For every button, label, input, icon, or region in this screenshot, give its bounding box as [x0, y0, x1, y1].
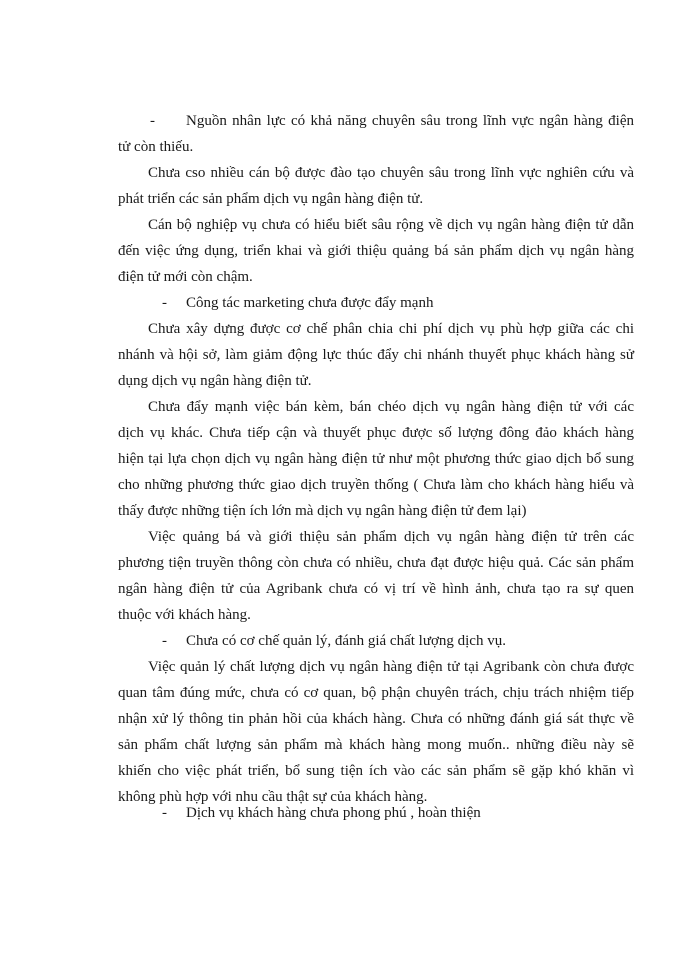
text-line: khiến cho việc phát triển, bổ sung tiện ích vào các sản phẩm sẽ gặp khó khăn vì [118, 763, 634, 779]
text-line: sản phẩm chất lượng sản phẩm mà khách hàng mong muốn.. những điều này sẽ [118, 737, 634, 753]
text-line: đến việc ứng dụng, triển khai và giới thiệu quảng bá sản phẩm dịch vụ ngân hàng [118, 243, 634, 259]
text-line: nhánh và hội sở, làm giảm động lực thúc đẩy chi nhánh thuyết phục khách hàng sử [118, 347, 634, 363]
text-line: quan tâm đúng mức, chưa có cơ quan, bộ phận chuyên trách, chịu trách nhiệm tiếp [118, 685, 634, 701]
text-line: phát triển các sản phẩm dịch vụ ngân hàng điện tử. [118, 191, 424, 207]
text-line: phương tiện truyền thông còn chưa có nhiều, chưa đạt được hiệu quả. Các sản phẩm [118, 555, 634, 571]
text-line: cho những phương thức giao dịch truyền thống ( Chưa làm cho khách hàng hiểu và [118, 477, 634, 493]
text-line: dụng dịch vụ ngân hàng điện tử. [118, 373, 312, 389]
text-line: Việc quản lý chất lượng dịch vụ ngân hàng điện tử tại Agribank còn chưa được [148, 659, 634, 675]
text-line: nhận xử lý thông tin phản hồi của khách hàng. Chưa có những đánh giá sát thực về [118, 711, 634, 727]
section-heading: Công tác marketing chưa được đẩy mạnh [186, 295, 434, 311]
text-line: ngân hàng điện tử của Agribank chưa có vị trí về hình ảnh, chưa tạo ra sự quen [118, 581, 634, 597]
text-line: không phù hợp với nhu cầu thật sự của khách hàng. [118, 789, 428, 805]
text-line: hiện tại lựa chọn dịch vụ ngân hàng điện tử như một phương thức giao dịch bổ sung [118, 451, 634, 467]
heading-dash: - [162, 805, 167, 821]
text-line: tử còn thiếu. [118, 139, 194, 155]
text-line: Chưa cso nhiều cán bộ được đào tạo chuyên sâu trong lĩnh vực nghiên cứu và [148, 165, 634, 181]
text-line: Nguồn nhân lực có khả năng chuyên sâu trong lĩnh vực ngân hàng điện [186, 113, 634, 129]
text-line: Việc quảng bá và giới thiệu sản phẩm dịch vụ ngân hàng điện tử trên các [148, 529, 634, 545]
text-line: thuộc với khách hàng. [118, 607, 251, 623]
heading-dash: - [162, 633, 167, 649]
text-line: dịch vụ khác. Chưa tiếp cận và thuyết phục được số lượng đông đảo khách hàng [118, 425, 634, 441]
section-heading: Chưa có cơ chế quản lý, đánh giá chất lượng dịch vụ. [186, 633, 506, 649]
text-line: Cán bộ nghiệp vụ chưa có hiểu biết sâu rộng về dịch vụ ngân hàng điện tử dẫn [148, 217, 634, 233]
text-line: Chưa đẩy mạnh việc bán kèm, bán chéo dịch vụ ngân hàng điện tử với các [148, 399, 634, 415]
text-line: Chưa xây dựng được cơ chế phân chia chi phí dịch vụ phù hợp giữa các chi [148, 321, 634, 337]
section-heading: Dịch vụ khách hàng chưa phong phú , hoàn thiện [186, 805, 481, 821]
bullet-dash: - [150, 113, 155, 129]
text-line: điện tử mới còn chậm. [118, 269, 253, 285]
heading-dash: - [162, 295, 167, 311]
text-line: thấy được những tiện ích lớn mà dịch vụ ngân hàng điện tử đem lại) [118, 503, 527, 519]
